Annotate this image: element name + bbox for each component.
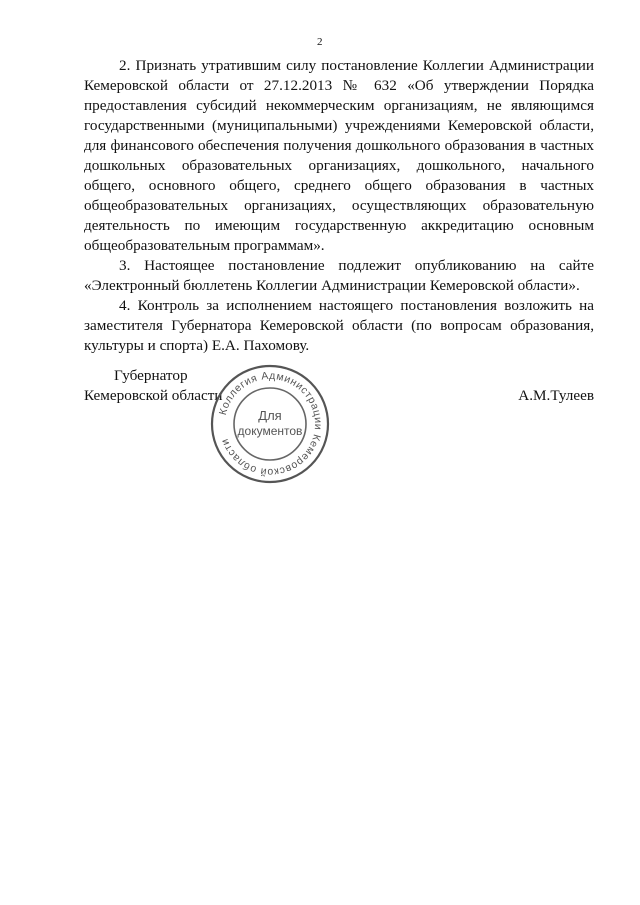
page-number: 2	[317, 36, 323, 48]
seal-center-line1: Для	[258, 408, 282, 423]
official-seal	[208, 362, 332, 486]
seal-graphic	[208, 362, 332, 486]
seal-ring-text: Коллегия Администрации Кемеровской области	[216, 369, 325, 479]
signatory-name: А.М.Тулеев	[518, 387, 594, 404]
signatory-position-line2: Кемеровской области	[84, 387, 223, 404]
paragraph-4: 4. Контроль за исполнением настоящего постановления возложить на заместителя Губернатора Кемеровской области (по вопросам образования, культуры и спорта) Е.А. Пахомову.	[84, 297, 594, 354]
document-body	[84, 56, 594, 356]
paragraph-3: 3. Настоящее постановление подлежит опубликованию на сайте «Электронный бюллетень Коллегии Администрации Кемеровской области».	[84, 257, 594, 294]
signature-block	[84, 366, 594, 466]
paragraph-2: 2. Признать утратившим силу постановление Коллегии Администрации Кемеровской области от 27.12.2013 № 632 «Об утверждении Порядка предоставления субсидий некоммерческим организациям, не являющимся государственными (муниципальными) учреждениями Кемеровской области, для финансового обеспечения получения дошкольного образования в частных дошкольных образовательных организациях, дошкольного, начального общего, основного общего, среднего общего образования в частных общеобразовательных организациях, осуществляющих образовательную деятельность по имеющим государственную аккредитацию основным общеобразовательным программам».	[84, 57, 594, 254]
signatory-position-line1: Губернатор	[114, 367, 188, 384]
seal-center-line2: документов	[237, 424, 303, 438]
